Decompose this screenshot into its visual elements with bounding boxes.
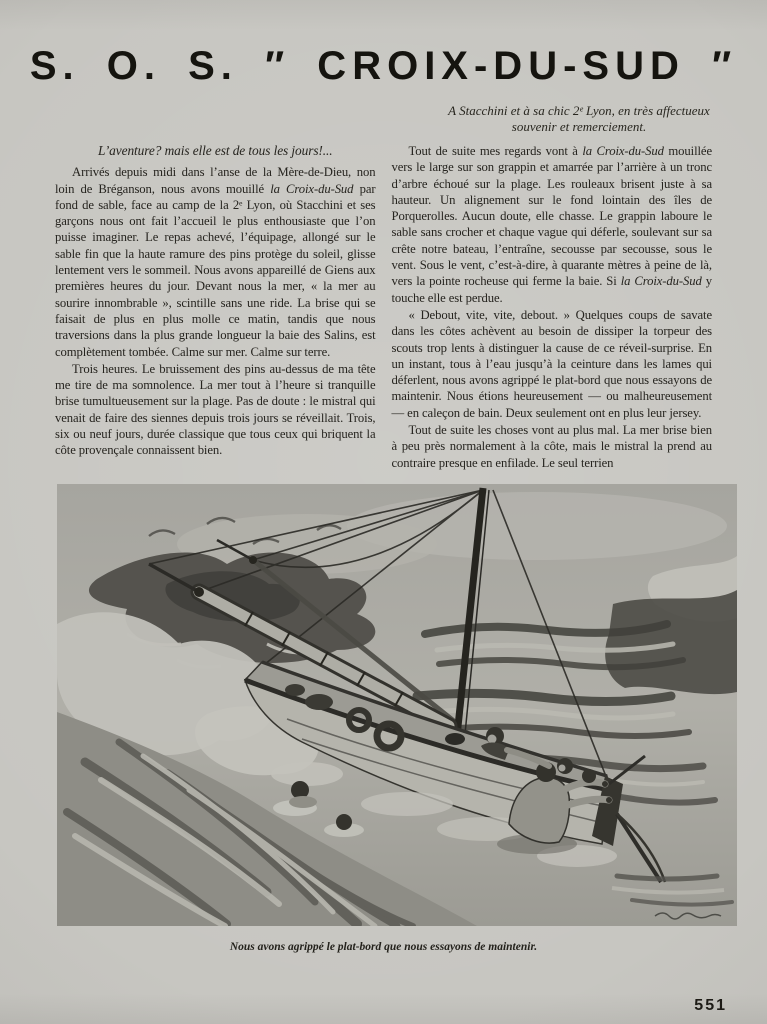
storm-illustration bbox=[57, 484, 737, 926]
text-columns bbox=[55, 143, 712, 472]
paragraph: « Debout, vite, vite, debout. » Quelques coups de savate dans les côtes achèvent au besoin de dissiper la torpeur des scouts trop lents à distinguer la cause de ce réveil-surprise. En un instant, tous à l’eau jusqu’à la ceinture dans les lames qui déferlent, nous avons agrippé le plat-bord que nous essayons de maintenir. Nous étions heureusement — ou malheureusement — en caleçon de bain. Deux seulement ont en plus leur jersey. bbox=[391, 307, 712, 420]
page-number: 551 bbox=[694, 997, 727, 1014]
paragraph: L’aventure? mais elle est de tous les jours!... bbox=[97, 143, 333, 158]
paragraph: Tout de suite mes regards vont à la Croix-du-Sud mouillée vers le large sur son grappin et amarrée par l’arrière à un tronc d’arbre échoué sur la plage. Les rouleaux brisent juste à sa hauteur. Un alignement sur le fond lointain des îles de Porquerolles. Aucun doute, elle chasse. Le grappin laboure le sable sans crocher et chaque vague qui déferle, soulevant sur sa crête notre bateau, l’entraîne, secousse par secousse, sous le vent. Sous le vent, c’est-à-dire, à quarante mètres à peine de là, vers la pointe rocheuse qui ferme la baie. Si la Croix-du-Sud y touche elle est perdue. bbox=[391, 144, 712, 305]
column-left bbox=[55, 143, 376, 472]
illustration-caption: Nous avons agrippé le plat-bord que nous essayons de maintenir. bbox=[229, 940, 538, 953]
column-right bbox=[392, 143, 713, 472]
dedication: A Stacchini et à sa chic 2ᵉ Lyon, en très affectueux souvenir et remerciement. bbox=[448, 103, 710, 134]
paragraph: Arrivés depuis midi dans l’anse de la Mère-de-Dieu, non loin de Bréganson, nous avons mouillé la Croix-du-Sud par fond de sable, face au camp de la 2ᵉ Lyon, où Stacchini et ses garçons nous ont fait l’accueil le plus enthousiaste que l’on puisse imaginer. Le repas achevé, l’équipage, allongé sur le sable fin que la haute ramure des pins protège du soleil, glisse lentement vers le sommeil. Nous avons appareillé de Giens aux premières heures du jour. Devant nous la mer, « la mer au sourire innombrable », scintille sans une ride. La brise qui se faisait de plus en plus molle ce matin, tandis que nous traversions dans la plus grande longueur la baie des Salins, est complètement tombée. Calme sur mer. Calme sur terre. bbox=[55, 165, 376, 359]
paragraph: Trois heures. Le bruissement des pins au-dessus de ma tête me tire de ma somnolence. La mer tout à l’heure si tranquille brise tumultueusement sur la plage. Pas de doute : le mistral qui venait de faire des siennes depuis trois jours se réveillait. Trois, six ou neuf jours, durée classique que tous ceux qui briquent la côte provençale connaissent bien. bbox=[55, 361, 376, 458]
paragraph: Tout de suite les choses vont au plus mal. La mer brise bien à peu près normalement à la côte, mais le mistral la prend au contraire presque en enfilade. Le seul terrien bbox=[391, 423, 712, 470]
article-title: S. O. S. ″ CROIX-DU-SUD ″ bbox=[29, 44, 738, 88]
